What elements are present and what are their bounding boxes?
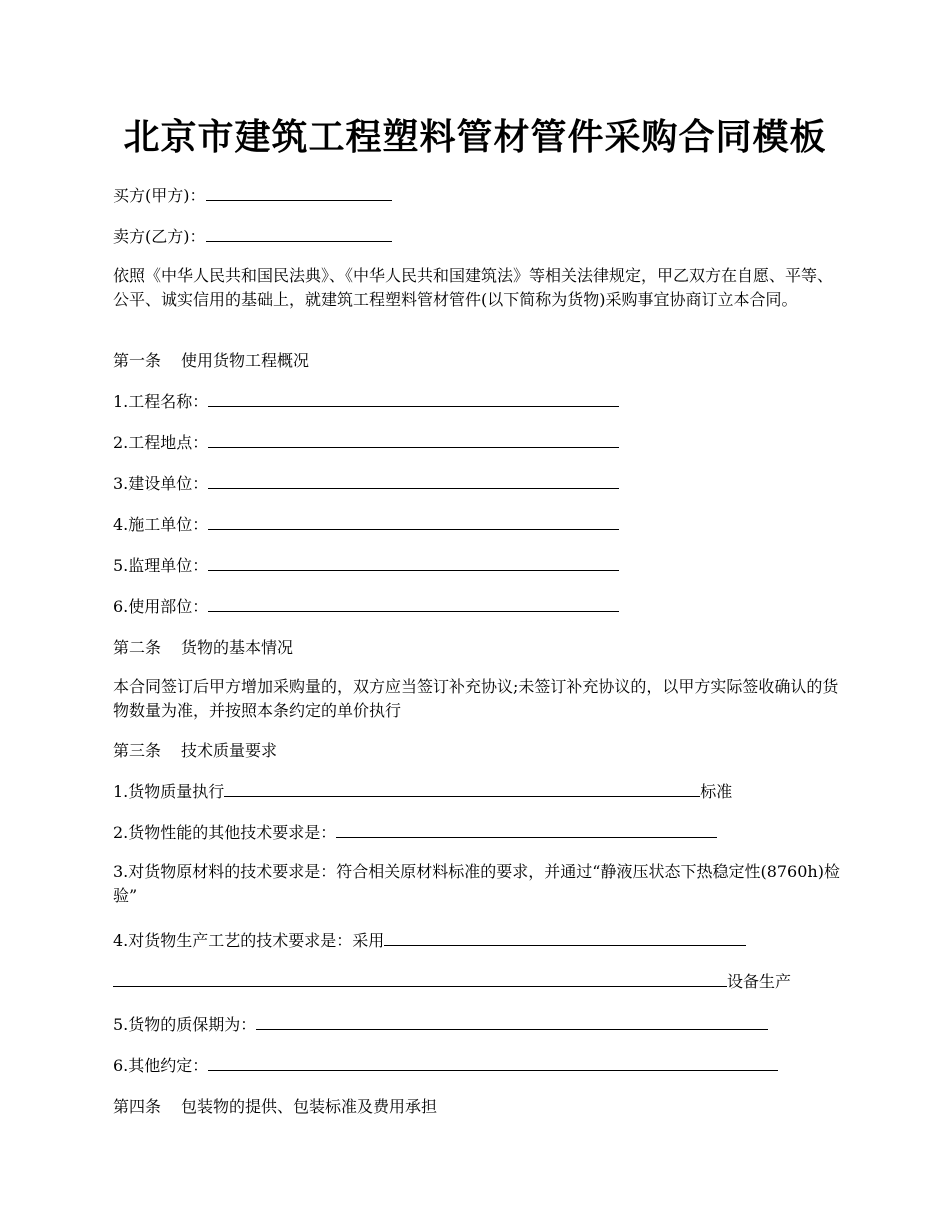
- article-4-number: 第四条: [113, 1097, 162, 1116]
- quality-3-paragraph: 3.对货物原材料的技术要求是：符合相关原材料标准的要求，并通过“静液压状态下热稳定性(8760h)检验”: [113, 862, 840, 905]
- builder-label: 3.建设单位：: [113, 474, 209, 493]
- seller-blank[interactable]: [206, 225, 392, 242]
- quality-1-suffix: 标准: [700, 782, 733, 801]
- part-blank[interactable]: [208, 595, 619, 612]
- project-location-line: [113, 431, 619, 455]
- project-location-blank[interactable]: [208, 431, 619, 448]
- seller-line: [113, 225, 392, 249]
- quality-4-blank[interactable]: [384, 929, 746, 946]
- article-4-title: 包装物的提供、包装标准及费用承担: [181, 1097, 438, 1116]
- article-3-number: 第三条: [113, 741, 162, 760]
- constructor-label: 4.施工单位：: [113, 515, 209, 534]
- article-1-number: 第一条: [113, 351, 162, 370]
- part-line: [113, 595, 619, 619]
- builder-blank[interactable]: [208, 472, 619, 489]
- quality-2-line: [113, 821, 717, 845]
- project-location-label: 2.工程地点：: [113, 433, 209, 452]
- quality-4-blank-2[interactable]: [113, 970, 727, 987]
- quality-4-label: 4.对货物生产工艺的技术要求是：采用: [113, 931, 385, 950]
- quality-6-line: [113, 1054, 778, 1078]
- quality-2-blank[interactable]: [336, 821, 717, 838]
- quality-5-blank[interactable]: [256, 1013, 768, 1030]
- supervisor-label: 5.监理单位：: [113, 556, 209, 575]
- buyer-line: [113, 184, 392, 208]
- supervisor-line: [113, 554, 619, 578]
- quality-6-blank[interactable]: [208, 1054, 778, 1071]
- article-1-heading: [113, 349, 309, 373]
- quality-1-label: 1.货物质量执行: [113, 782, 225, 801]
- article-2-heading: [113, 636, 293, 660]
- quality-6-label: 6.其他约定：: [113, 1056, 209, 1075]
- constructor-line: [113, 513, 619, 537]
- seller-label: 卖方(乙方)：: [113, 227, 206, 246]
- quality-4-continuation: [113, 970, 791, 994]
- builder-line: [113, 472, 619, 496]
- quality-4-line: [113, 929, 746, 953]
- article-2-number: 第二条: [113, 638, 162, 657]
- article-1-title: 使用货物工程概况: [181, 351, 310, 370]
- quality-5-line: [113, 1013, 768, 1037]
- quality-5-label: 5.货物的质保期为：: [113, 1015, 257, 1034]
- intro-paragraph: 依照《中华人民共和国民法典》、《中华人民共和国建筑法》等相关法律规定，甲乙双方在自愿、平等、公平、诚实信用的基础上，就建筑工程塑料管材管件(以下简称为货物)采购事宜协商订立本合同。: [113, 266, 834, 309]
- supervisor-blank[interactable]: [208, 554, 619, 571]
- constructor-blank[interactable]: [208, 513, 619, 530]
- quality-1-line: [113, 780, 732, 804]
- buyer-label: 买方(甲方)：: [113, 186, 206, 205]
- article-2-title: 货物的基本情况: [181, 638, 294, 657]
- quality-2-label: 2.货物性能的其他技术要求是：: [113, 823, 337, 842]
- article-4-heading: [113, 1095, 437, 1119]
- quality-standard-blank[interactable]: [224, 780, 700, 797]
- project-name-label: 1.工程名称：: [113, 392, 209, 411]
- project-name-line: [113, 390, 619, 414]
- document-title: 北京市建筑工程塑料管材管件采购合同模板: [123, 116, 827, 158]
- article-3-heading: [113, 739, 277, 763]
- buyer-blank[interactable]: [206, 184, 392, 201]
- article-2-paragraph: 本合同签订后甲方增加采购量的，双方应当签订补充协议;未签订补充协议的，以甲方实际签收确认的货物数量为准，并按照本条约定的单价执行: [113, 677, 839, 720]
- part-label: 6.使用部位：: [113, 597, 209, 616]
- article-3-title: 技术质量要求: [181, 741, 278, 760]
- quality-4-suffix: 设备生产: [727, 972, 792, 991]
- project-name-blank[interactable]: [208, 390, 619, 407]
